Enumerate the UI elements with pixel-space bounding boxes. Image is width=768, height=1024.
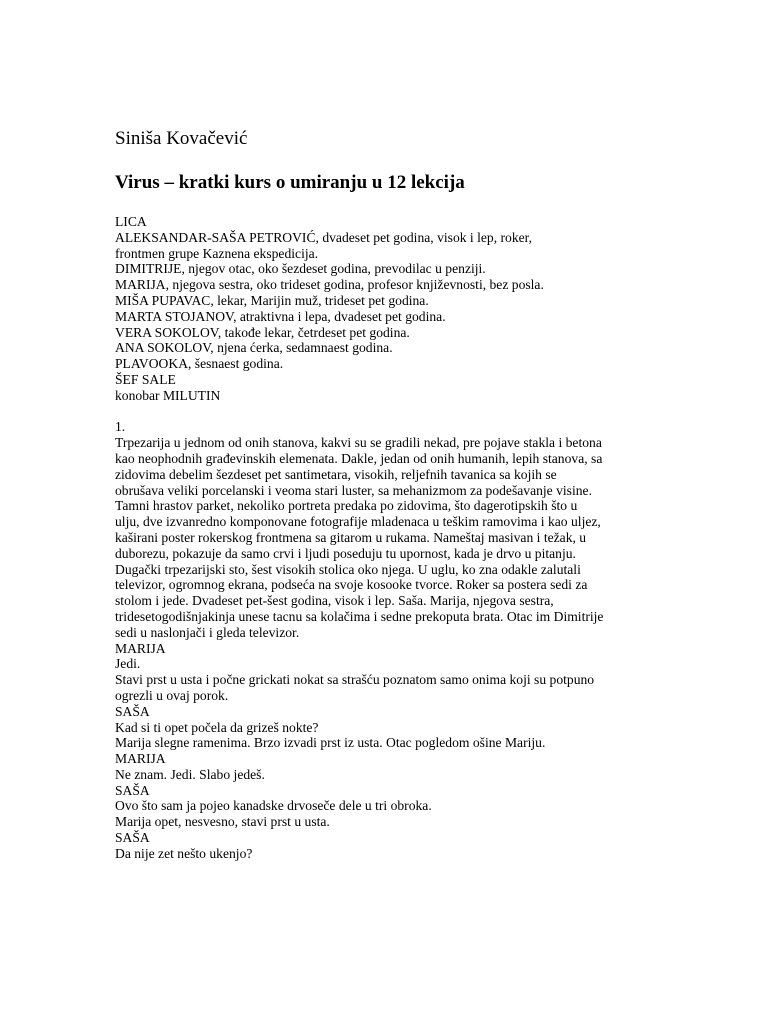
speaker-name: SAŠA [115,703,150,719]
cast-line: ANA SOKOLOV, njena ćerka, sedamnaest godina. [115,340,393,356]
cast-line: MIŠA PUPAVAC, lekar, Marijin muž, trideset pet godina. [115,292,429,308]
play-title: Virus – kratki kurs o umiranju u 12 lekcija [115,172,465,193]
cast-heading: LICA [115,214,147,229]
speaker-name: MARIJA [115,751,166,767]
scene-line: sedi u naslonjači i gleda televizor. [115,624,300,640]
author-name: Siniša Kovačević [115,128,248,149]
dialogue-line: Kad si ti opet počela da grizeš nokte? [115,719,319,735]
paragraph-spacer [115,404,675,420]
stage-direction: ogrezli u ovaj porok. [115,687,229,703]
scene-line: stolom i jede. Dvadeset pet-šest godina, visok i lep. Saša. Marija, njegova sestra, [115,593,554,609]
dialogue-line: Ne znam. Jedi. Slabo jedeš. [115,766,265,782]
cast-line: PLAVOOKA, šesnaest godina. [115,356,284,372]
scene-number: 1. [115,419,126,435]
cast-line: ŠEF SALE [115,371,176,387]
stage-direction: Marija opet, nesvesno, stavi prst u usta. [115,814,330,830]
scene-line: Trpezarija u jednom od onih stanova, kakvi su se gradili nekad, pre pojave stakla i betona [115,435,602,451]
document-body [115,214,675,862]
stage-direction: Marija slegne ramenima. Brzo izvadi prst iz usta. Otac pogledom ošine Mariju. [115,735,546,751]
cast-line: VERA SOKOLOV, takođe lekar, četrdeset pet godina. [115,324,410,340]
cast-line: frontmen grupe Kaznena ekspedicija. [115,245,319,261]
cast-line: DIMITRIJE, njegov otac, oko šezdeset godina, prevodilac u penziji. [115,261,486,277]
scene-line: duborezu, pokazuje da samo crvi i ljudi poseduju tu upornost, kada je drvo u pitanju. [115,545,576,561]
cast-line: MARTA STOJANOV, atraktivna i lepa, dvadeset pet godina. [115,308,446,324]
speaker-name: SAŠA [115,782,150,798]
scene-line: televizor, ogromnog ekrana, podseća na svoje kosooke tvorce. Roker sa postera sedi za [115,577,588,593]
dialogue-line: Jedi. [115,656,141,672]
cast-line: konobar MILUTIN [115,387,221,403]
scene-line: kaširani poster rokerskog frontmena sa gitarom u rukama. Nameštaj masivan i težak, u [115,529,587,545]
scene-line: Dugački trpezarijski sto, šest visokih stolica oko njega. U uglu, ko zna odakle zalutali [115,561,581,577]
scene-line: ulju, dve izvanredno komponovane fotografije mladenaca u teškim ramovima i kao uljez, [115,514,601,530]
speaker-name: SAŠA [115,830,150,846]
speaker-name: MARIJA [115,640,166,656]
cast-line: MARIJA, njegova sestra, oko trideset godina, profesor književnosti, bez posla. [115,277,544,293]
scene-line: tridesetogodišnjakinja unese tacnu sa kolačima i sedne prekoputa brata. Otac im Dimitrije [115,608,604,624]
dialogue-line: Ovo što sam ja pojeo kanadske drvoseče dele u tri obroka. [115,798,432,814]
scene-line: Tamni hrastov parket, nekoliko portreta predaka po zidovima, što dagerotipskih što u [115,498,578,514]
cast-line: ALEKSANDAR-SAŠA PETROVIĆ, dvadeset pet godina, visok i lep, roker, [115,229,533,245]
dialogue-line: Da nije zet nešto ukenjo? [115,845,253,861]
scene-line: kao neophodnih građevinskih elemenata. Dakle, jedan od onih humanih, lepih stanova, sa [115,450,603,466]
scene-line: zidovima debelim šezdeset pet santimetara, visokih, reljefnih tavanica sa kojih se [115,466,557,482]
scene-line: obrušava veliki porcelanski i veoma stari luster, sa mehanizmom za podešavanje visine. [115,482,592,498]
stage-direction: Stavi prst u usta i počne grickati nokat sa strašću poznatom samo onima koji su potpuno [115,672,595,688]
